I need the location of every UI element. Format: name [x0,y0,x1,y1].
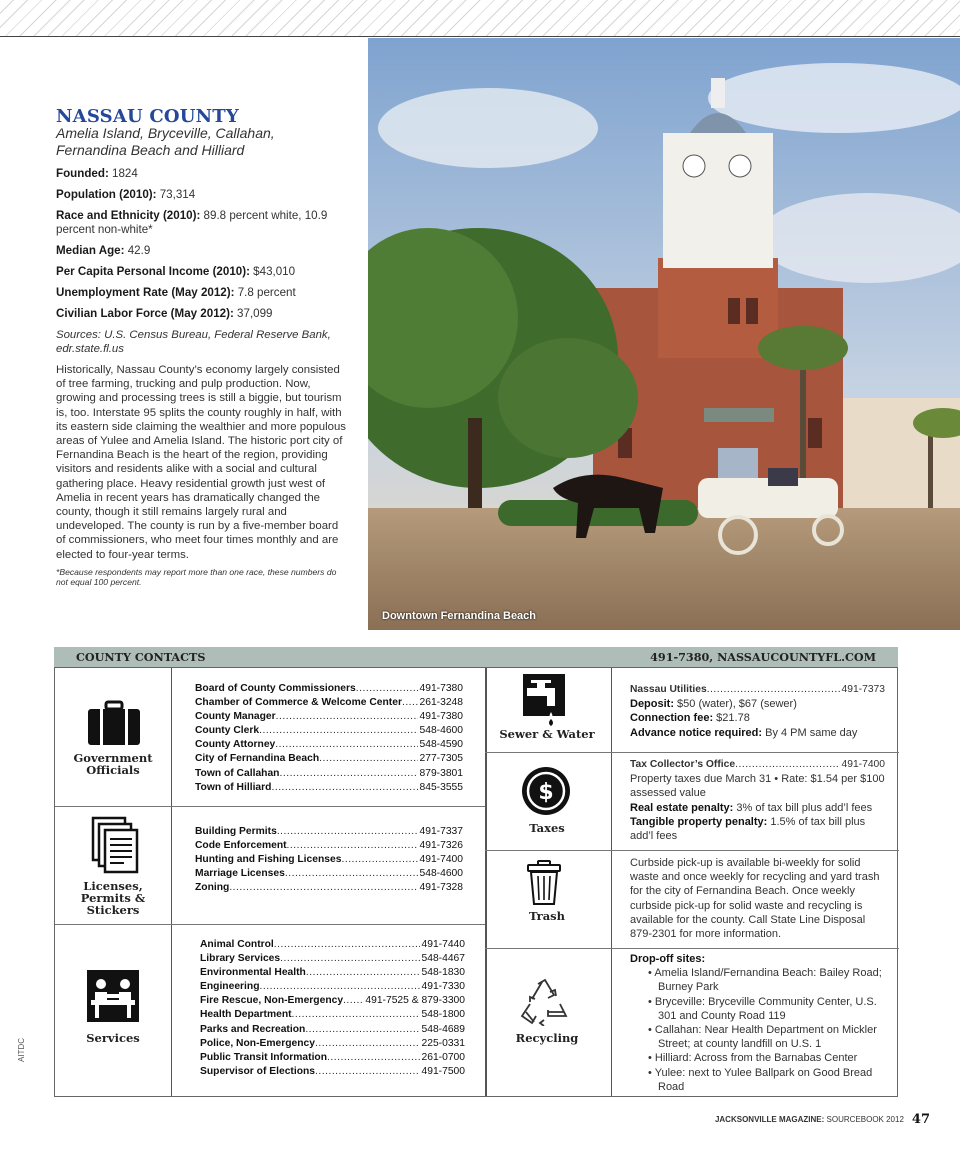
fact-label: Per Capita Personal Income (2010): [56,265,250,278]
contact-phone: 548-4600 [419,868,463,880]
briefcase-icon [87,700,141,746]
photo-caption: Downtown Fernandina Beach [382,610,537,622]
info-line [630,697,885,711]
county-description: Historically, Nassau County’s economy largely consisted of tree farming, trucking and pulp production. Now, growing and processing trees is still a biggie, but tourism is, too. Interstate 95 splits the county roughly in half, with its eastern side claiming the wealthier and more populous areas of Yulee and Amelia Island. The historic port city of Fernandina Beach is the heart of the region, providing visitors and residents alike with a social and cultural gathering place. Heavy residential growth just west of Amelia in recent years has dramatically changed the county, though it still remains largely rural and undeveloped. The county is run by a five-member board of commissioners, who meet four times monthly and are elected to four-year terms. [56,364,346,561]
services-label: Services [86,1031,140,1045]
info-label: Advance notice required: [630,726,763,739]
column-divider [171,668,172,1096]
tax-due-note: Property taxes due March 31 • Rate: $1.54 per $100 assessed value [630,773,885,800]
leader-dots [341,853,418,867]
leader-dots [306,966,421,980]
info-value: $50 (water), $67 (sewer) [674,698,797,711]
aitdc-code: AITDC [17,1038,26,1062]
info-line [630,801,885,815]
leader-dots [327,1051,420,1065]
row-divider [55,924,485,925]
contact-row [195,752,463,766]
leader-dots [315,1037,420,1051]
sourcebook-name: SOURCEBOOK 2012 [826,1115,904,1124]
recycle-icon [520,978,570,1026]
contact-phone: 548-4689 [421,1023,465,1035]
trash-info: Curbside pick-up is available bi-weekly for solid waste and once weekly for recycling and yard trash for the city of Fernandina Beach. Once weekly curbside pick-up for solid waste and recycling is available for the county. Call State Line Disposal 879-2301 for more information. [630,857,880,941]
header-hatch [0,0,960,37]
info-label: Tangible property penalty: [630,815,768,828]
contact-phone: 548-1800 [421,1009,465,1021]
taxes-label: Taxes [529,821,565,835]
contact-name: Health Department [200,1009,292,1021]
row-divider [485,948,899,949]
contact-phone: 548-4467 [421,953,465,965]
county-subtitle: Amelia Island, Bryceville, Callahan, Fernandina Beach and Hilliard [56,125,275,158]
info-label: Real estate penalty: [630,801,734,814]
services-contact-list [200,938,465,1079]
leader-dots [275,738,418,752]
leader-dots [260,980,421,994]
contact-row [195,767,463,781]
contact-row [200,938,465,952]
leader-dots [271,781,418,795]
contact-name: Building Permits [195,826,277,837]
contact-phone: 879-3801 [419,767,463,779]
contact-row [195,724,463,738]
drop-off-site: • Yulee: next to Yulee Ballpark on Good Bread Road [630,1066,890,1094]
contact-name: Police, Non-Emergency [200,1037,316,1049]
drop-off-site-list [630,966,890,1094]
leader-dots [279,767,418,781]
faucet-icon [523,674,565,726]
contact-row [195,839,463,853]
contact-phone: 261-0700 [421,1051,465,1063]
contacts-title: COUNTY CONTACTS [76,650,206,664]
fact-item [56,188,346,202]
recycling-info [630,952,890,1094]
contact-phone: 548-1830 [421,967,465,979]
contact-name: County Manager [195,711,276,723]
contact-name: Town of Hilliard [195,781,272,793]
contact-row [195,738,463,752]
contact-name: Zoning [195,882,230,894]
contact-phone: 225-0331 [421,1037,465,1049]
fact-item [56,244,346,258]
sewer-fee-lines [630,697,885,740]
fact-value: $43,010 [249,265,296,278]
magazine-name: JACKSONVILLE MAGAZINE: [714,1115,825,1124]
contact-phone: 491-7326 [419,840,463,852]
government-officials-label: Government Officials [73,751,153,777]
licenses-permits-label: Licenses, Permits & Stickers [80,879,146,917]
leader-dots [277,825,419,839]
trash-can-icon [527,860,561,906]
contact-row [200,966,465,980]
contact-phone: 491-7500 [421,1065,465,1077]
contact-row [195,682,463,696]
drop-off-heading: Drop-off sites: [630,953,706,965]
government-contact-list [195,682,463,795]
contact-row [195,696,463,710]
contacts-main-info: 491-7380, NASSAUCOUNTYFL.COM [650,650,876,664]
row-divider [55,806,485,807]
leader-dots [356,682,419,696]
sewer-water-info [630,683,885,740]
info-line [630,726,885,740]
photo-illustration [368,38,960,630]
contact-phone: 491-7337 [419,826,463,837]
fact-value: 7.8 percent [234,286,296,299]
leader-dots [276,710,419,724]
row-divider [485,850,899,851]
licenses-contact-list [195,825,463,895]
fact-item [56,286,346,300]
tax-penalty-lines [630,801,885,844]
svg-text:$: $ [538,780,554,805]
drop-off-site: • Amelia Island/Fernandina Beach: Bailey Road; Burney Park [630,966,890,994]
fact-value: 89.8 percent white, 10.9 percent non-white* [56,209,328,236]
contact-phone: 491-7525 & 879-3300 [365,995,465,1007]
fact-label: Founded: [56,167,109,180]
fact-item [56,167,346,181]
fact-label: Population (2010): [56,188,157,201]
trash-label: Trash [528,909,566,923]
column-divider [611,668,612,1096]
tax-collector-row: Tax Collector’s Office ..... 491-7400 [630,758,885,772]
contact-name: Parks and Recreation [200,1023,306,1035]
contact-row [200,952,465,966]
contact-phone: 491-7328 [419,882,463,894]
documents-icon [91,816,139,874]
contact-name: Fire Rescue, Non-Emergency [200,995,344,1007]
contact-row [195,881,463,895]
contact-name: Chamber of Commerce & Welcome Center [195,697,402,709]
service-desk-icon [87,970,139,1022]
contact-row [195,867,463,881]
contact-row [195,825,463,839]
contact-name: County Clerk [195,725,260,737]
contact-phone: 261-3248 [419,697,463,709]
info-value: 3% of tax bill plus add’l fees [733,801,873,814]
drop-off-site: • Hilliard: Across from the Barnabas Center [630,1051,890,1065]
contact-row [200,1037,465,1051]
column-divider [485,668,487,1096]
leader-dots [343,994,364,1008]
contact-phone: 491-7380 [419,683,463,694]
leader-dots [292,1008,421,1022]
info-value: By 4 PM same day [762,726,858,739]
contact-row [200,980,465,994]
info-line [630,711,885,725]
contact-name: Supervisor of Elections [200,1065,316,1077]
contact-row [200,994,465,1008]
fact-value: 1824 [108,167,138,180]
contact-name: Hunting and Fishing Licenses [195,854,342,866]
leader-dots [402,696,419,710]
fact-item [56,307,346,321]
contact-name: City of Fernandina Beach [195,753,320,765]
contact-name: Public Transit Information [200,1051,328,1063]
info-line [630,815,885,843]
contact-name: Board of County Commissioners [195,683,356,694]
drop-off-site: • Bryceville: Bryceville Community Center, U.S. 301 and County Road 119 [630,995,890,1023]
contact-row [200,1023,465,1037]
downtown-photo [368,38,960,630]
contact-name: Engineering [200,981,260,993]
contact-row [195,853,463,867]
info-value: $21.78 [713,712,750,725]
dollar-coin-icon [521,766,571,816]
leader-dots [287,839,419,853]
contact-phone: 491-7440 [421,939,465,950]
page-footer [715,1112,930,1127]
contact-phone: 491-7400 [419,854,463,866]
contact-name: Town of Callahan [195,767,280,779]
fact-label: Median Age: [56,244,125,257]
contact-row [195,781,463,795]
fact-item [56,265,346,279]
fact-label: Civilian Labor Force (May 2012): [56,307,234,320]
contact-row [200,1008,465,1022]
contact-phone: 491-7330 [421,981,465,993]
sources-note: Sources: U.S. Census Bureau, Federal Reserve Bank, edr.state.fl.us [56,329,331,355]
leader-dots [259,724,418,738]
contact-phone: 277-7305 [419,753,463,765]
contact-phone: 845-3555 [419,781,463,793]
fact-value: 73,314 [156,188,196,201]
contact-name: Code Enforcement [195,840,287,852]
leader-dots [274,938,421,952]
info-value: 1.5% of tax bill plus add’l fees [630,815,866,843]
leader-dots [280,952,420,966]
info-label: Connection fee: [630,712,714,725]
contact-phone: 548-4590 [419,739,463,751]
leader-dots [285,867,419,881]
drop-off-site: • Callahan: Near Health Department on Mickler Street; at county landfill on U.S. 1 [630,1023,890,1051]
page-number: 47 [911,1112,930,1127]
county-contacts-header [54,647,898,667]
fact-item [56,209,346,237]
fact-label: Unemployment Rate (May 2012): [56,286,235,299]
contact-row [200,1065,465,1079]
contact-name: Environmental Health [200,967,306,979]
contact-phone: 548-4600 [419,725,463,737]
fact-value: 37,099 [233,307,273,320]
nassau-utilities-row: Nassau Utilities ..... 491-7373 [630,683,885,697]
contact-phone: 491-7380 [419,711,463,723]
recycling-label: Recycling [515,1031,579,1045]
leader-dots [319,752,418,766]
info-label: Deposit: [630,698,674,711]
leader-dots [315,1065,420,1079]
row-divider [485,752,899,753]
fact-list [56,167,346,321]
contacts-grid [54,667,898,1097]
contact-row [195,710,463,724]
race-footnote: *Because respondents may report more than one race, these numbers do not equal 100 percent. [56,566,337,588]
leader-dots [305,1023,420,1037]
fact-label: Race and Ethnicity (2010): [56,209,201,222]
sewer-water-label: Sewer & Water [499,727,595,741]
taxes-info [630,758,885,843]
leader-dots [229,881,418,895]
contact-name: Library Services [200,953,281,965]
contact-name: Animal Control [200,939,274,950]
contact-name: County Attorney [195,739,276,751]
contact-name: Marriage Licenses [195,868,285,880]
fact-value: 42.9 [124,244,151,257]
county-intro [56,106,346,588]
contact-row [200,1051,465,1065]
county-title: NASSAU COUNTY [56,106,239,127]
